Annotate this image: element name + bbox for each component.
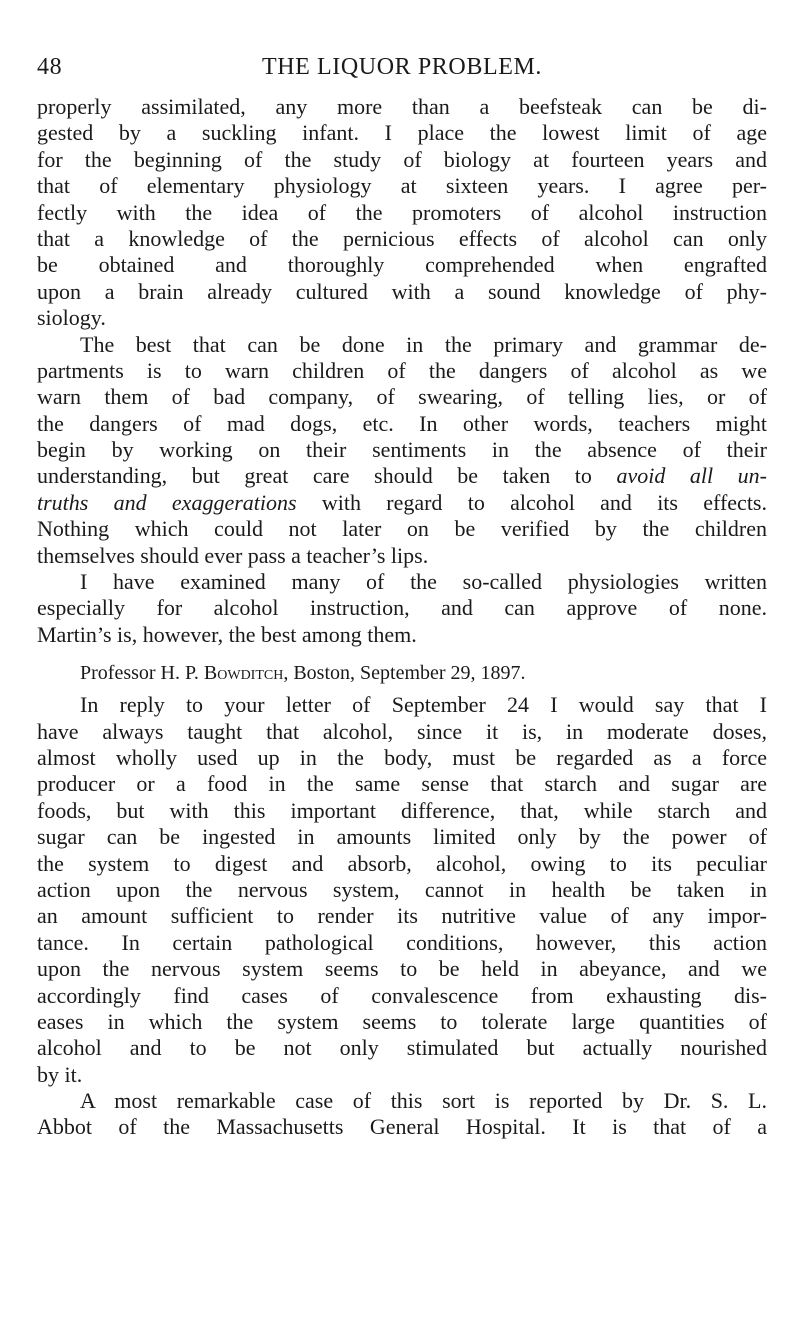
text-line: Abbot of the Massachusetts General Hospital. It is that of a bbox=[37, 1114, 767, 1140]
text-line: that of elementary physiology at sixteen years. I agree per- bbox=[37, 173, 767, 199]
text-line: warn them of bad company, of swearing, of telling lies, or of bbox=[37, 384, 767, 410]
text-line: alcohol and to be not only stimulated but actually nourished bbox=[37, 1035, 767, 1061]
text-segment: with regard to alcohol and its effects. bbox=[296, 489, 767, 515]
text-line: the system to digest and absorb, alcohol, owing to its peculiar bbox=[37, 850, 767, 876]
paragraph-4 bbox=[37, 692, 767, 1088]
paragraph-3 bbox=[37, 569, 767, 648]
text-line: the dangers of mad dogs, etc. In other words, teachers might bbox=[37, 410, 767, 436]
text-line: I have examined many of the so-called physiologies written bbox=[80, 569, 767, 595]
text-line: almost wholly used up in the body, must be regarded as a force bbox=[37, 744, 767, 770]
correspondent-name: Bowditch bbox=[203, 662, 284, 685]
text-line: especially for alcohol instruction, and can approve of none. bbox=[37, 595, 767, 621]
page-number: 48 bbox=[37, 54, 63, 80]
text-line: producer or a food in the same sense that starch and sugar are bbox=[37, 771, 767, 797]
text-line: The best that can be done in the primary and grammar de- bbox=[80, 331, 767, 357]
running-title: THE LIQUOR PROBLEM. bbox=[261, 54, 543, 80]
text-line: by it. bbox=[37, 1061, 83, 1087]
text-segment: understanding, but great care should be taken to bbox=[37, 463, 617, 489]
text-line: sugar can be ingested in amounts limited only by the power of bbox=[37, 824, 767, 850]
text-line: A most remarkable case of this sort is reported by Dr. S. L. bbox=[80, 1088, 767, 1114]
text-line: properly assimilated, any more than a beefsteak can be di- bbox=[37, 94, 767, 119]
page-header bbox=[37, 50, 767, 84]
text-line: accordingly find cases of convalescence from exhausting dis- bbox=[37, 982, 767, 1008]
text-line: that a knowledge of the pernicious effects of alcohol can only bbox=[37, 225, 767, 251]
italic-text: avoid all un- bbox=[616, 463, 767, 489]
correspondent-heading bbox=[37, 656, 767, 690]
text-line: have always taught that alcohol, since it is, in moderate doses, bbox=[37, 718, 767, 744]
italic-text: truths and exaggerations bbox=[37, 489, 297, 515]
body-text bbox=[37, 94, 767, 1141]
text-line: fectly with the idea of the promoters of alcohol instruction bbox=[37, 199, 767, 225]
text-line: foods, but with this important difference, that, while starch and bbox=[37, 797, 767, 823]
text-line: for the beginning of the study of biology at fourteen years and bbox=[37, 146, 767, 172]
text-line: partments is to warn children of the dangers of alcohol as we bbox=[37, 357, 767, 383]
paragraph-2 bbox=[37, 332, 767, 570]
text-line: gested by a suckling infant. I place the lowest limit of age bbox=[37, 120, 767, 146]
text-line: In reply to your letter of September 24 I would say that I bbox=[80, 692, 767, 718]
text-line: tance. In certain pathological conditions, however, this action bbox=[37, 929, 767, 955]
paragraph-5 bbox=[37, 1088, 767, 1141]
text-line: action upon the nervous system, cannot in health be taken in bbox=[37, 876, 767, 902]
text-line: siology. bbox=[37, 305, 106, 331]
paragraph-1 bbox=[37, 94, 767, 332]
text-line: upon a brain already cultured with a sound knowledge of phy- bbox=[37, 278, 767, 304]
text-line: eases in which the system seems to tolerate large quantities of bbox=[37, 1008, 767, 1034]
text-line: begin by working on their sentiments in the absence of their bbox=[37, 437, 767, 463]
text-line: Nothing which could not later on be verified by the children bbox=[37, 516, 767, 542]
correspondent-title: Professor H. P. bbox=[80, 662, 204, 685]
text-line bbox=[37, 463, 767, 489]
text-line: an amount sufficient to render its nutritive value of any impor- bbox=[37, 903, 767, 929]
correspondent-place-date: , Boston, September 29, 1897. bbox=[283, 662, 526, 685]
text-line bbox=[37, 490, 767, 516]
text-line: be obtained and thoroughly comprehended when engrafted bbox=[37, 252, 767, 278]
book-page bbox=[37, 50, 767, 1141]
text-line: Martin’s is, however, the best among them. bbox=[37, 621, 417, 647]
text-line: upon the nervous system seems to be held in abeyance, and we bbox=[37, 956, 767, 982]
text-line: themselves should ever pass a teacher’s lips. bbox=[37, 542, 429, 568]
